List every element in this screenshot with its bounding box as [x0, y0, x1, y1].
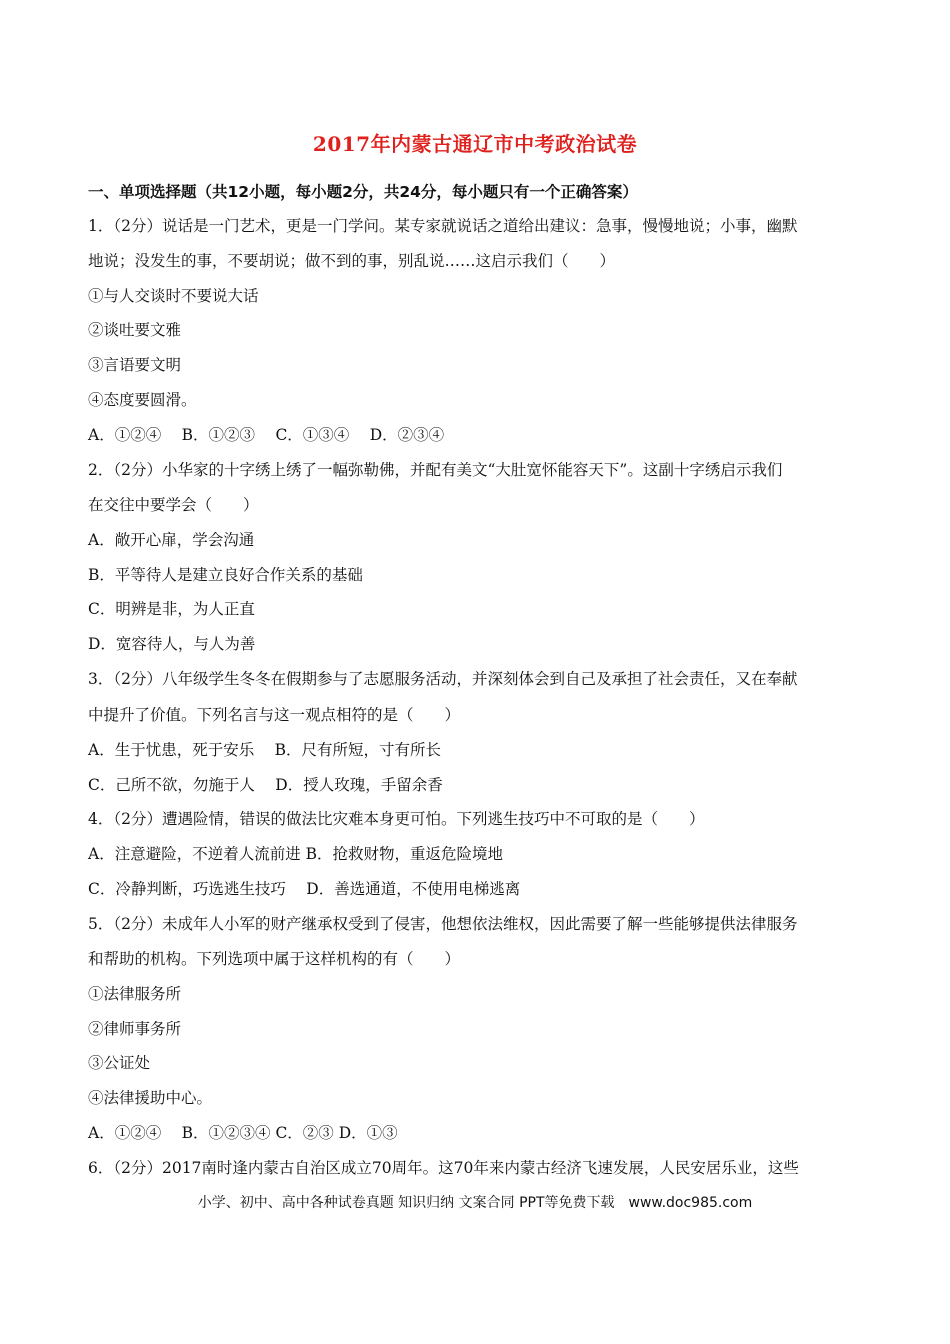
text-line: 中提升了价值。下列名言与这一观点相符的是（ ）: [88, 706, 461, 724]
text-line: ②律师事务所: [88, 1020, 182, 1038]
text-line: 3．（2分）八年级学生冬冬在假期参与了志愿服务活动，并深刻体会到自己及承担了社会责任，又在奉献: [88, 670, 798, 688]
text-line: C．冷静判断，巧选逃生技巧 D．善选通道，不使用电梯逃离: [88, 880, 521, 898]
text-line: ④法律援助中心。: [88, 1089, 213, 1107]
page-footer: 小学、初中、高中各种试卷真题 知识归纳 文案合同 PPT等免费下载 www.doc985.com: [197, 1195, 753, 1211]
text-line: D．宽容待人，与人为善: [88, 635, 256, 653]
text-line: A．①②④ B．①②③④ C．②③ D．①③: [88, 1124, 398, 1142]
text-line: A．敞开心扉，学会沟通: [88, 531, 255, 549]
text-line: 和帮助的机构。下列选项中属于这样机构的有（ ）: [88, 950, 461, 968]
text-line: C．己所不欲，勿施于人 D．授人玫瑰，手留余香: [88, 776, 443, 794]
text-line: ①与人交谈时不要说大话: [88, 287, 259, 305]
text-line: 在交往中要学会（ ）: [88, 496, 259, 514]
text-line: 地说；没发生的事，不要胡说；做不到的事，别乱说……这启示我们（ ）: [88, 252, 616, 270]
text-line: 5．（2分）未成年人小军的财产继承权受到了侵害，他想依法维权，因此需要了解一些能够提供法律服务: [88, 915, 798, 933]
text-line: B．平等待人是建立良好合作关系的基础: [88, 566, 363, 584]
text-line: ①法律服务所: [88, 985, 182, 1003]
document-title: 2017年内蒙古通辽市中考政治试卷: [312, 132, 638, 156]
text-line: ②谈吐要文雅: [88, 321, 182, 339]
text-line: ④态度要圆滑。: [88, 391, 197, 409]
text-line: A．①②④ B．①②③ C．①③④ D．②③④: [88, 426, 445, 444]
section-heading: 一、单项选择题（共12小题，每小题2分，共24分，每小题只有一个正确答案）: [88, 183, 638, 201]
text-line: 1．（2分）说话是一门艺术，更是一门学问。某专家就说话之道给出建议：急事，慢慢地说；小事，幽默: [88, 217, 798, 235]
text-line: 6．（2分）2017南时逢内蒙古自治区成立70周年。这70年来内蒙古经济飞速发展，人民安居乐业，这些: [88, 1159, 799, 1177]
text-line: 4．（2分）遭遇险情，错误的做法比灾难本身更可怕。下列逃生技巧中不可取的是（ ）: [88, 810, 705, 828]
text-line: ③言语要文明: [88, 356, 182, 374]
text-line: A．注意避险，不逆着人流前进 B．抢救财物，重返危险境地: [88, 845, 504, 863]
text-line: ③公证处: [88, 1054, 151, 1072]
text-line: 2．（2分）小华家的十字绣上绣了一幅弥勒佛，并配有美文“大肚宽怀能容天下”。这副十字绣启示我们: [88, 461, 783, 479]
text-line: C．明辨是非，为人正直: [88, 600, 255, 618]
text-line: A．生于忧患，死于安乐 B．尺有所短，寸有所长: [88, 741, 442, 759]
